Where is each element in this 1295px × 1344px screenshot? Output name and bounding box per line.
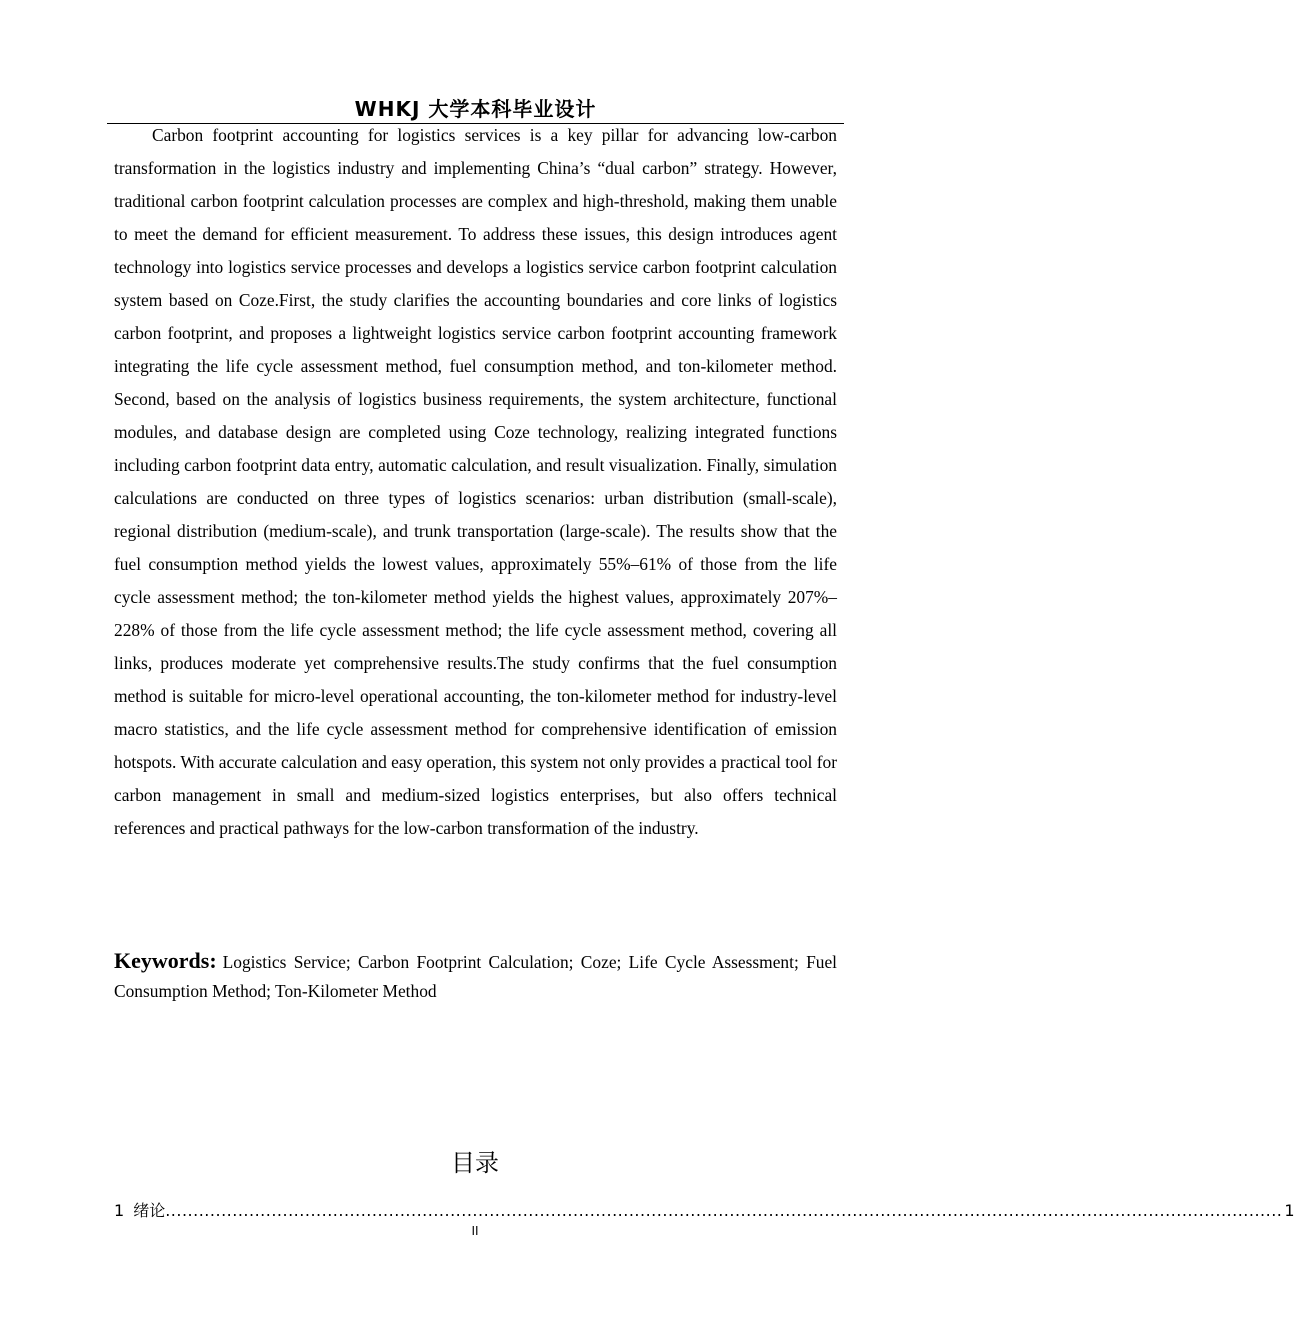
abstract-paragraph: Carbon footprint accounting for logistics services is a key pillar for advancing low-carbon transformation in the logistics industry and implementing China’s “dual carbon” strategy. However, traditional carbon footprint calculation processes are complex and high-threshold, making them unable to meet the demand for efficient measurement. To address these issues, this design introduces agent technology into logistics service processes and develops a logistics service carbon footprint calculation system based on Coze.First, the study clarifies the accounting boundaries and core links of logistics carbon footprint, and proposes a lightweight logistics service carbon footprint accounting framework integrating the life cycle assessment method, fuel consumption method, and ton-kilometer method. Second, based on the analysis of logistics business requirements, the system architecture, functional modules, and database design are completed using Coze technology, realizing integrated functions including carbon footprint data entry, automatic calculation, and result visualization. Finally, simulation calculations are conducted on three types of logistics scenarios: urban distribution (small-scale), regional distribution (medium-scale), and trunk transportation (large-scale). The results show that the fuel consumption method yields the lowest values, approximately 55%–61% of those from the life cycle assessment method; the ton-kilometer method yields the highest values, approximately 207%–228% of those from the life cycle assessment method; the life cycle assessment method, covering all links, produces moderate yet comprehensive results.The study confirms that the fuel consumption method is suitable for micro-level operational accounting, the ton-kilometer method for industry-level macro statistics, and the life cycle assessment method for comprehensive identification of emission hotspots. With accurate calculation and easy operation, this system not only provides a practical tool for carbon management in small and medium-sized logistics enterprises, but also offers technical references and practical pathways for the low-carbon transformation of the industry. (114, 125, 837, 838)
toc-entry[interactable] (114, 1199, 1295, 1223)
toc-entry-page: 1 (1284, 1201, 1295, 1220)
toc-entry-number: 1 (114, 1201, 125, 1220)
toc-title: 目录 (451, 1149, 499, 1177)
toc-dot-leader: ........................................................................................................................................................................................................ (165, 1201, 1283, 1220)
keywords-text: Logistics Service; Carbon Footprint Calculation; Coze; Life Cycle Assessment; Fuel Consumption Method; Ton-Kilometer Method (114, 952, 837, 1001)
keywords-paragraph (114, 946, 837, 1006)
keywords-label: Keywords: (114, 948, 217, 973)
toc-entry-title: 绪论 (133, 1201, 166, 1220)
page-header: WHKJ 大学本科毕业设计 (354, 97, 597, 121)
page-number: II (471, 1224, 479, 1238)
